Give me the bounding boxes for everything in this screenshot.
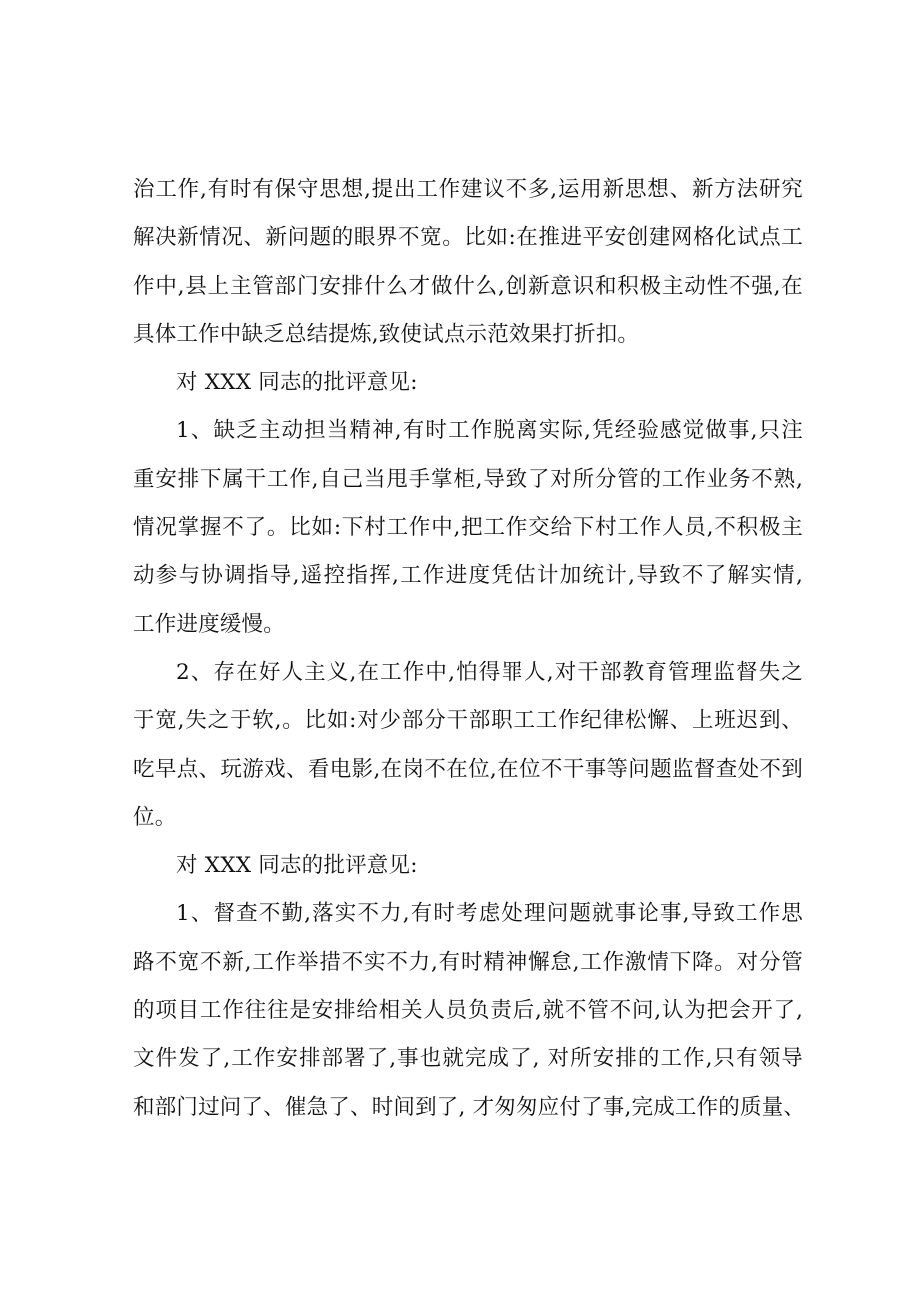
text-line: 于宽,失之于软,。比如:对少部分干部职工工作纪律松懈、上班迟到、 — [133, 708, 803, 734]
paragraph-item — [133, 890, 806, 1131]
text-line: 情况掌握不了。比如:下村工作中,把工作交给下村工作人员,不积极主 — [133, 515, 803, 541]
text-line: 和部门过问了、催急了、时间到了, 才匆匆应付了事,完成工作的质量、 — [133, 1094, 806, 1120]
paragraph-item — [133, 407, 803, 648]
section-heading — [133, 842, 803, 890]
text-line: 吃早点、玩游戏、看电影,在岗不在位,在位不干事等问题监督查处不到 — [133, 756, 803, 782]
text-line: 1、督查不勤,落实不力,有时考虑处理问题就事论事,导致工作思 — [176, 901, 803, 927]
text-line: 作中,县上主管部门安排什么才做什么,创新意识和积极主动性不强,在 — [133, 273, 803, 299]
paragraph-item — [133, 649, 803, 842]
heading-line: 对 XXX 同志的批评意见: — [176, 853, 418, 879]
text-line: 工作进度缓慢。 — [133, 611, 285, 637]
text-line: 动参与协调指导,遥控指挥,工作进度凭估计加统计,导致不了解实情, — [133, 563, 803, 589]
text-line: 解决新情况、新问题的眼界不宽。比如:在推进平安创建网格化试点工 — [133, 225, 803, 251]
text-line: 位。 — [133, 804, 177, 830]
text-line: 具体工作中缺乏总结提炼,致使试点示范效果打折扣。 — [133, 321, 640, 347]
paragraph-intro-continuation — [133, 166, 803, 359]
text-line: 文件发了,工作安排部署了,事也就完成了, 对所安排的工作,只有领导 — [133, 1046, 803, 1072]
text-line: 重安排下属干工作,自己当甩手掌柜,导致了对所分管的工作业务不熟, — [133, 466, 803, 492]
text-line: 2、存在好人主义,在工作中,怕得罪人,对干部教育管理监督失之 — [176, 659, 803, 685]
text-line: 1、缺乏主动担当精神,有时工作脱离实际,凭经验感觉做事,只注 — [176, 418, 803, 444]
text-line: 的项目工作往往是安排给相关人员负责后,就不管不问,认为把会开了, — [133, 998, 803, 1024]
text-line: 治工作,有时有保守思想,提出工作建议不多,运用新思想、新方法研究 — [133, 177, 803, 202]
heading-line: 对 XXX 同志的批评意见: — [176, 370, 418, 396]
text-line: 路不宽不新,工作举措不实不力,有时精神懈怠,工作激情下降。对分管 — [133, 949, 803, 975]
section-heading — [133, 359, 803, 407]
document-body — [133, 166, 806, 1132]
